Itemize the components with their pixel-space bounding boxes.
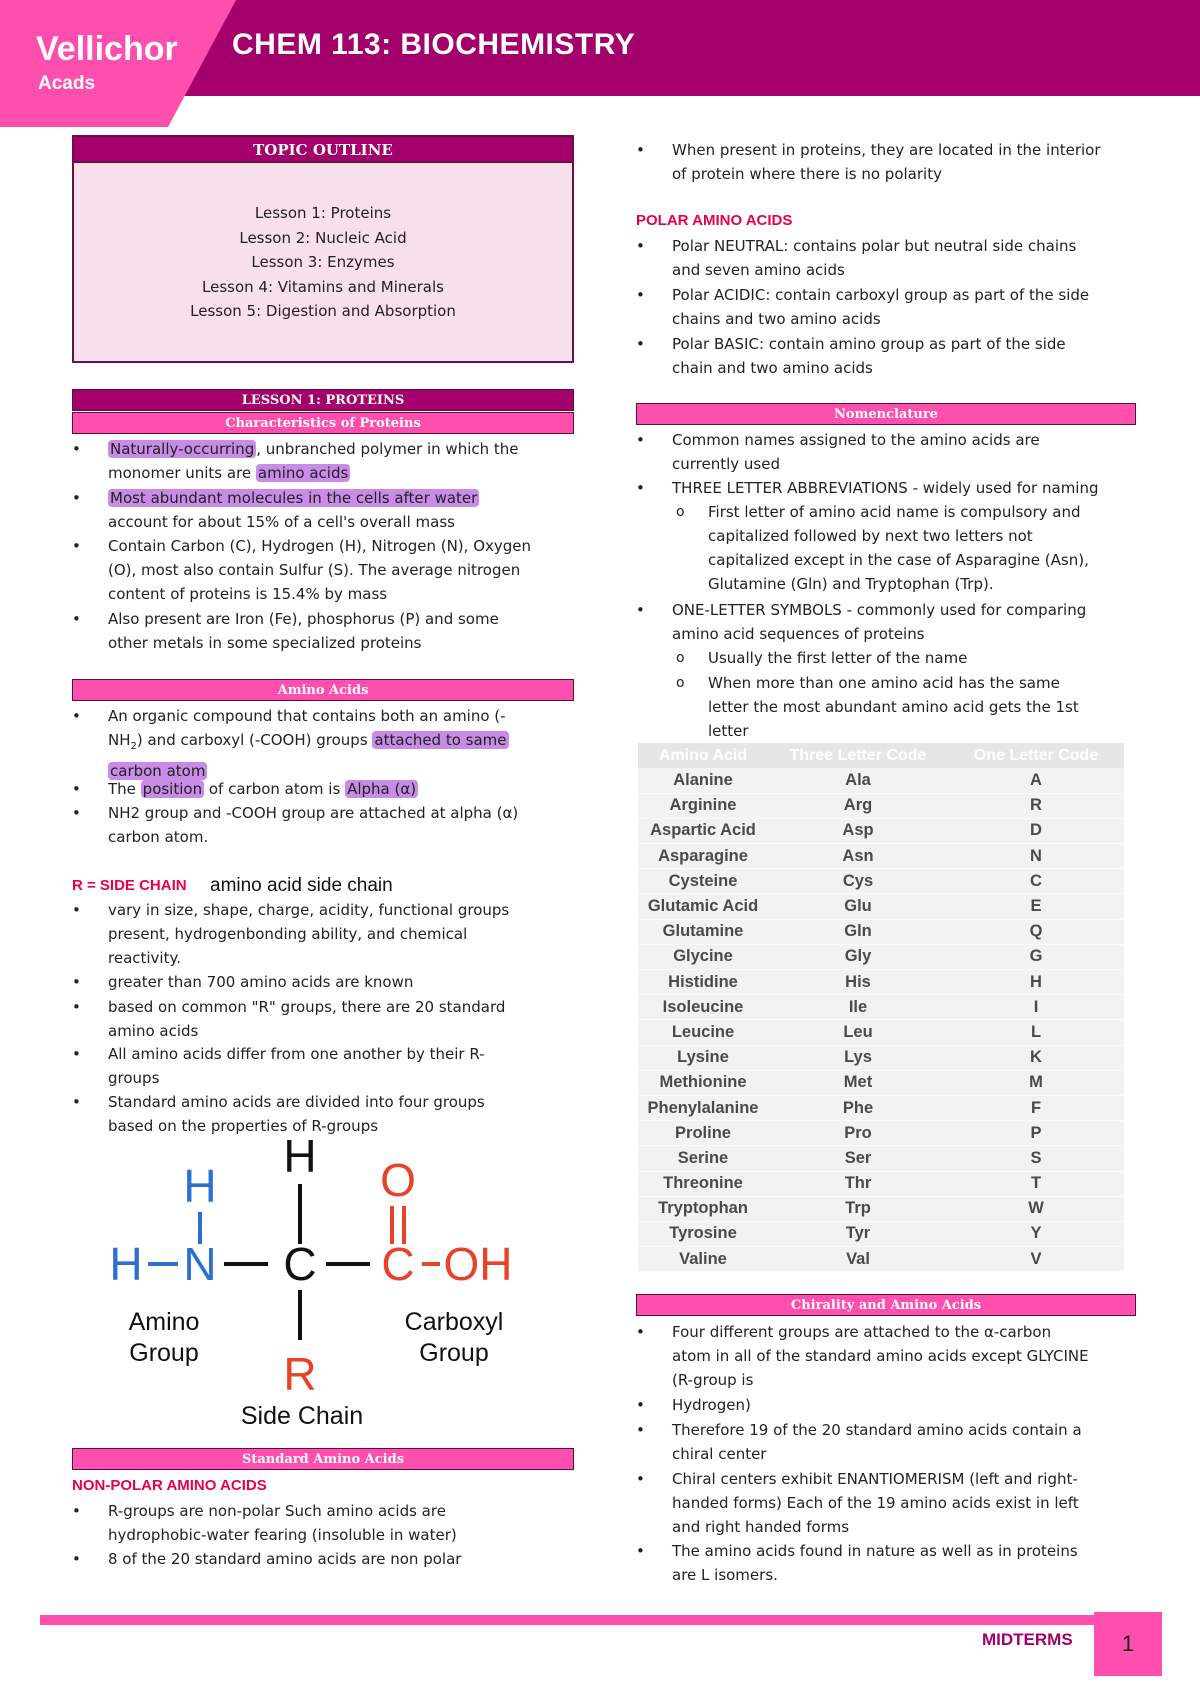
polar-label: POLAR AMINO ACIDS <box>636 212 793 229</box>
r-text: R <box>283 1348 317 1400</box>
table-cell-three-letter: Cys <box>768 869 948 894</box>
c-alpha-text: C <box>283 1238 317 1290</box>
text: based on common "R" groups, there are 20 standard <box>108 998 506 1016</box>
topic-outline-box <box>72 135 574 363</box>
p-bullet-3 <box>636 332 1066 380</box>
text: account for about 15% of a cell's overall mass <box>108 513 455 531</box>
rs-bullet-2 <box>72 970 414 994</box>
amino-group-label-2: Group <box>129 1339 199 1367</box>
text: chain and two amino acids <box>672 359 873 377</box>
table-cell-one-letter: H <box>948 970 1124 995</box>
text: Also present are Iron (Fe), phosphorus (P) and some <box>108 610 499 628</box>
outline-item: Lesson 4: Vitamins and Minerals <box>202 277 444 296</box>
highlight: attached to same <box>374 731 507 749</box>
highlight: Most abundant molecules in the cells after water <box>110 489 478 507</box>
sub-bullet-circle: o <box>676 675 685 691</box>
subscript: 2 <box>130 741 137 752</box>
text: of carbon atom is <box>204 780 346 798</box>
table-cell-one-letter: T <box>948 1171 1124 1196</box>
bullet-dot: • <box>636 601 645 619</box>
table-cell-name: Glycine <box>638 944 768 969</box>
text: and right handed forms <box>672 1518 850 1536</box>
page-number: 1 <box>1094 1612 1162 1676</box>
table-cell-one-letter: R <box>948 793 1124 818</box>
table-row <box>638 1020 1124 1045</box>
highlight: carbon atom <box>110 762 206 780</box>
text: Polar BASIC: contain amino group as part of the side <box>672 335 1066 353</box>
highlight: Alpha (α) <box>347 780 417 798</box>
lesson-1-title: LESSON 1: PROTEINS <box>72 389 574 411</box>
bullet-dot: • <box>72 780 81 798</box>
table-cell-name: Arginine <box>638 793 768 818</box>
c-bullet-3 <box>636 1418 1082 1466</box>
h-left-text: H <box>109 1238 143 1290</box>
text: R-groups are non-polar Such amino acids are <box>108 1502 446 1520</box>
text: monomer units are <box>108 464 256 482</box>
table-cell-name: Histidine <box>638 970 768 995</box>
table-cell-three-letter: Glu <box>768 894 948 919</box>
table-row <box>638 1146 1124 1171</box>
table-cell-three-letter: Asp <box>768 818 948 843</box>
carboxyl-group-label-1: Carboxyl <box>404 1308 504 1336</box>
table-cell-three-letter: Trp <box>768 1196 948 1221</box>
p-bullet-1 <box>636 234 1077 282</box>
table-cell-three-letter: Ile <box>768 995 948 1020</box>
text: Usually the first letter of the name <box>708 649 968 667</box>
h-top-text: H <box>283 1140 317 1182</box>
sub-bullet-circle: o <box>676 650 685 666</box>
bullet-dot: • <box>636 141 645 159</box>
text: groups <box>108 1069 160 1087</box>
np-bullet-2 <box>72 1547 462 1571</box>
text: letter the most abundant amino acid gets the 1st <box>708 698 1079 716</box>
oh-text: OH <box>443 1238 513 1290</box>
table-row <box>638 894 1124 919</box>
outline-item: Lesson 3: Enzymes <box>251 253 395 271</box>
table-cell-three-letter: Arg <box>768 793 948 818</box>
table-cell-one-letter: Q <box>948 919 1124 944</box>
text: (O), most also contain Sulfur (S). The average nitrogen <box>108 561 521 579</box>
table-cell-one-letter: S <box>948 1146 1124 1171</box>
table-row <box>638 793 1124 818</box>
bullet-dot: • <box>72 1550 81 1568</box>
table-header: Amino Acid <box>638 743 768 768</box>
bullet-dot: • <box>72 1502 81 1520</box>
o-text: O <box>380 1154 416 1206</box>
text: based on the properties of R-groups <box>108 1117 379 1135</box>
table-cell-name: Proline <box>638 1121 768 1146</box>
text: carbon atom. <box>108 828 209 846</box>
text: other metals in some specialized proteins <box>108 634 422 652</box>
table-cell-three-letter: Gln <box>768 919 948 944</box>
text: Therefore 19 of the 20 standard amino acids contain a <box>672 1421 1082 1439</box>
char-bullet-4 <box>72 607 499 655</box>
aa-bullet-2 <box>72 777 418 801</box>
table-row <box>638 1171 1124 1196</box>
table-cell-one-letter: I <box>948 995 1124 1020</box>
text: Chiral centers exhibit ENANTIOMERISM (left and right- <box>672 1470 1078 1488</box>
table-row <box>638 1196 1124 1221</box>
table-row <box>638 844 1124 869</box>
table-cell-name: Phenylalanine <box>638 1095 768 1120</box>
r-side-chain-note: amino acid side chain <box>210 875 393 896</box>
table-cell-one-letter: Y <box>948 1221 1124 1246</box>
text: present, hydrogenbonding ability, and chemical <box>108 925 468 943</box>
n-bullet-3 <box>636 598 1087 646</box>
table-cell-name: Tryptophan <box>638 1196 768 1221</box>
text: Glutamine (Gln) and Tryptophan (Trp). <box>708 575 994 593</box>
np-bullet-1 <box>72 1499 457 1547</box>
nonpolar-label: NON-POLAR AMINO ACIDS <box>72 1477 267 1494</box>
table-cell-name: Valine <box>638 1247 768 1272</box>
table-cell-one-letter: G <box>948 944 1124 969</box>
text: THREE LETTER ABBREVIATIONS - widely used for naming <box>672 479 1099 497</box>
bullet-dot: • <box>636 431 645 449</box>
table-cell-name: Tyrosine <box>638 1221 768 1246</box>
np-bullet-3 <box>636 138 1101 186</box>
text: amino acids <box>108 1022 199 1040</box>
rs-bullet-4 <box>72 1042 485 1090</box>
table-cell-three-letter: Ala <box>768 768 948 793</box>
text: vary in size, shape, charge, acidity, functional groups <box>108 901 510 919</box>
outline-item: Lesson 2: Nucleic Acid <box>239 228 407 247</box>
table-cell-three-letter: Lys <box>768 1045 948 1070</box>
text: When present in proteins, they are located in the interior <box>672 141 1101 159</box>
nomenclature-title: Nomenclature <box>636 403 1136 425</box>
text: ONE-LETTER SYMBOLS - commonly used for comparing <box>672 601 1087 619</box>
n-bullet-2 <box>636 476 1099 500</box>
chirality-title: Chirality and Amino Acids <box>636 1294 1136 1316</box>
table-cell-name: Glutamine <box>638 919 768 944</box>
table-row <box>638 1045 1124 1070</box>
table-cell-name: Lysine <box>638 1045 768 1070</box>
bullet-dot: • <box>72 707 81 725</box>
h-amino-text: H <box>183 1160 217 1212</box>
bullet-dot: • <box>636 335 645 353</box>
bullet-dot: • <box>72 537 81 555</box>
table-cell-one-letter: A <box>948 768 1124 793</box>
r-side-chain-label: R = SIDE CHAIN <box>72 877 187 894</box>
text: letter <box>708 722 749 740</box>
rs-bullet-1 <box>72 898 510 970</box>
table-cell-one-letter: P <box>948 1121 1124 1146</box>
brand-name: Vellichor <box>36 30 178 68</box>
text: amino acid sequences of proteins <box>672 625 925 643</box>
outline-item: Lesson 1: Proteins <box>254 204 392 222</box>
side-chain-label: Side Chain <box>240 1402 364 1430</box>
text: The <box>108 780 141 798</box>
text: (R-group is <box>672 1371 754 1389</box>
text: The amino acids found in nature as well as in proteins <box>672 1542 1078 1560</box>
characteristics-title: Characteristics of Proteins <box>72 412 574 434</box>
table-cell-one-letter: V <box>948 1247 1124 1272</box>
c-bullet-2 <box>636 1393 751 1417</box>
amino-acid-structure-diagram <box>100 1140 540 1430</box>
table-cell-name: Alanine <box>638 768 768 793</box>
table-cell-name: Aspartic Acid <box>638 818 768 843</box>
table-row <box>638 818 1124 843</box>
topic-outline-list <box>74 201 572 324</box>
c-carboxyl-text: C <box>381 1238 415 1290</box>
table-row <box>638 1095 1124 1120</box>
table-cell-three-letter: His <box>768 970 948 995</box>
aa-bullet-3 <box>72 801 519 849</box>
bullet-dot: • <box>636 479 645 497</box>
text: NH <box>108 731 131 749</box>
table-row <box>638 1121 1124 1146</box>
text: reactivity. <box>108 949 181 967</box>
text: NH2 group and -COOH group are attached at alpha (α) <box>108 804 519 822</box>
sub-bullet-circle: o <box>676 504 685 520</box>
table-row <box>638 1221 1124 1246</box>
text: Four different groups are attached to the α-carbon <box>672 1323 1052 1341</box>
text: of protein where there is no polarity <box>672 165 942 183</box>
table-cell-three-letter: Leu <box>768 1020 948 1045</box>
table-body <box>638 768 1124 1272</box>
text: When more than one amino acid has the same <box>708 674 1060 692</box>
table-row <box>638 768 1124 793</box>
aa-bullet-1 <box>72 704 509 783</box>
table-cell-three-letter: Pro <box>768 1121 948 1146</box>
text: capitalized except in the case of Asparagine (Asn), <box>708 551 1089 569</box>
text: Contain Carbon (C), Hydrogen (H), Nitrogen (N), Oxygen <box>108 537 532 555</box>
table-cell-three-letter: Asn <box>768 844 948 869</box>
bullet-dot: • <box>636 237 645 255</box>
bullet-dot: • <box>72 804 81 822</box>
table-cell-name: Serine <box>638 1146 768 1171</box>
text: greater than 700 amino acids are known <box>108 973 414 991</box>
bullet-dot: • <box>636 1542 645 1560</box>
text: Common names assigned to the amino acids are <box>672 431 1040 449</box>
table-cell-name: Threonine <box>638 1171 768 1196</box>
table-header-row <box>638 743 1124 768</box>
table-cell-three-letter: Thr <box>768 1171 948 1196</box>
amino-acids-title: Amino Acids <box>72 679 574 701</box>
bullet-dot: • <box>636 1470 645 1488</box>
bullet-dot: • <box>72 610 81 628</box>
bullet-dot: • <box>72 998 81 1016</box>
text: capitalized followed by next two letters not <box>708 527 1033 545</box>
table-row <box>638 995 1124 1020</box>
table-cell-one-letter: M <box>948 1070 1124 1095</box>
n-subbullet-2-1 <box>676 500 1089 596</box>
text: and seven amino acids <box>672 261 845 279</box>
footer-label: MIDTERMS <box>982 1630 1073 1649</box>
text: chiral center <box>672 1445 767 1463</box>
outline-item: Lesson 5: Digestion and Absorption <box>190 302 456 320</box>
highlight: Naturally-occurring <box>110 440 255 458</box>
rs-bullet-5 <box>72 1090 485 1138</box>
table-row <box>638 869 1124 894</box>
n-bullet-1 <box>636 428 1040 476</box>
amino-acid-code-table <box>638 743 1124 1272</box>
table-cell-name: Glutamic Acid <box>638 894 768 919</box>
bullet-dot: • <box>636 286 645 304</box>
rs-bullet-3 <box>72 995 506 1043</box>
c-bullet-1 <box>636 1320 1089 1392</box>
table-cell-three-letter: Ser <box>768 1146 948 1171</box>
table-row <box>638 919 1124 944</box>
text: Standard amino acids are divided into four groups <box>108 1093 485 1111</box>
text: hydrophobic-water fearing (insoluble in water) <box>108 1526 457 1544</box>
table-row <box>638 970 1124 995</box>
text: atom in all of the standard amino acids except GLYCINE <box>672 1347 1089 1365</box>
table-cell-one-letter: F <box>948 1095 1124 1120</box>
bullet-dot: • <box>72 489 81 507</box>
bullet-dot: • <box>72 973 81 991</box>
table-cell-one-letter: L <box>948 1020 1124 1045</box>
text: , unbranched polymer in which the <box>256 440 519 458</box>
highlight: amino acids <box>257 464 349 482</box>
bullet-dot: • <box>636 1421 645 1439</box>
table-row <box>638 944 1124 969</box>
table-header: Three Letter Code <box>768 743 948 768</box>
table-cell-one-letter: N <box>948 844 1124 869</box>
table-cell-three-letter: Met <box>768 1070 948 1095</box>
table-cell-one-letter: D <box>948 818 1124 843</box>
table-cell-name: Asparagine <box>638 844 768 869</box>
table-cell-name: Cysteine <box>638 869 768 894</box>
table-cell-one-letter: W <box>948 1196 1124 1221</box>
table-cell-name: Leucine <box>638 1020 768 1045</box>
topic-outline-title: TOPIC OUTLINE <box>74 137 572 163</box>
p-bullet-2 <box>636 283 1090 331</box>
n-text: N <box>183 1238 217 1290</box>
text: 8 of the 20 standard amino acids are non polar <box>108 1550 462 1568</box>
brand-subtitle: Acads <box>38 73 96 94</box>
standard-amino-acids-title: Standard Amino Acids <box>72 1448 574 1470</box>
table-row <box>638 1070 1124 1095</box>
text: Polar ACIDIC: contain carboxyl group as part of the side <box>672 286 1090 304</box>
text: Hydrogen) <box>672 1396 751 1414</box>
table-cell-one-letter: E <box>948 894 1124 919</box>
table-row <box>638 1247 1124 1272</box>
bullet-dot: • <box>636 1396 645 1414</box>
text: All amino acids differ from one another by their R- <box>108 1045 485 1063</box>
text: First letter of amino acid name is compulsory and <box>708 503 1081 521</box>
table-cell-one-letter: C <box>948 869 1124 894</box>
c-bullet-4 <box>636 1467 1079 1539</box>
bullet-dot: • <box>72 1045 81 1063</box>
footer-line <box>40 1615 1162 1625</box>
bullet-dot: • <box>72 440 81 458</box>
char-bullet-2 <box>72 486 479 534</box>
table-cell-three-letter: Phe <box>768 1095 948 1120</box>
n-subbullet-3-1 <box>676 646 968 670</box>
text: Polar NEUTRAL: contains polar but neutral side chains <box>672 237 1077 255</box>
char-bullet-3 <box>72 534 532 606</box>
table-cell-name: Isoleucine <box>638 995 768 1020</box>
table-cell-one-letter: K <box>948 1045 1124 1070</box>
table-cell-three-letter: Gly <box>768 944 948 969</box>
carboxyl-group-label-2: Group <box>419 1339 489 1367</box>
table-cell-three-letter: Val <box>768 1247 948 1272</box>
course-title: CHEM 113: BIOCHEMISTRY <box>232 28 636 61</box>
text: currently used <box>672 455 780 473</box>
amino-group-label-1: Amino <box>128 1308 200 1336</box>
bullet-dot: • <box>72 901 81 919</box>
text: content of proteins is 15.4% by mass <box>108 585 388 603</box>
char-bullet-1 <box>72 437 519 485</box>
c-bullet-5 <box>636 1539 1078 1587</box>
text: chains and two amino acids <box>672 310 881 328</box>
bullet-dot: • <box>72 1093 81 1111</box>
text: handed forms) Each of the 19 amino acids exist in left <box>672 1494 1079 1512</box>
text: ) and carboxyl (-COOH) groups <box>136 731 373 749</box>
table-cell-three-letter: Tyr <box>768 1221 948 1246</box>
n-subbullet-3-2 <box>676 671 1079 743</box>
text: An organic compound that contains both an amino (- <box>108 707 506 725</box>
bullet-dot: • <box>636 1323 645 1341</box>
table-header: One Letter Code <box>948 743 1124 768</box>
text: are L isomers. <box>672 1566 778 1584</box>
highlight: position <box>142 780 203 798</box>
table-cell-name: Methionine <box>638 1070 768 1095</box>
